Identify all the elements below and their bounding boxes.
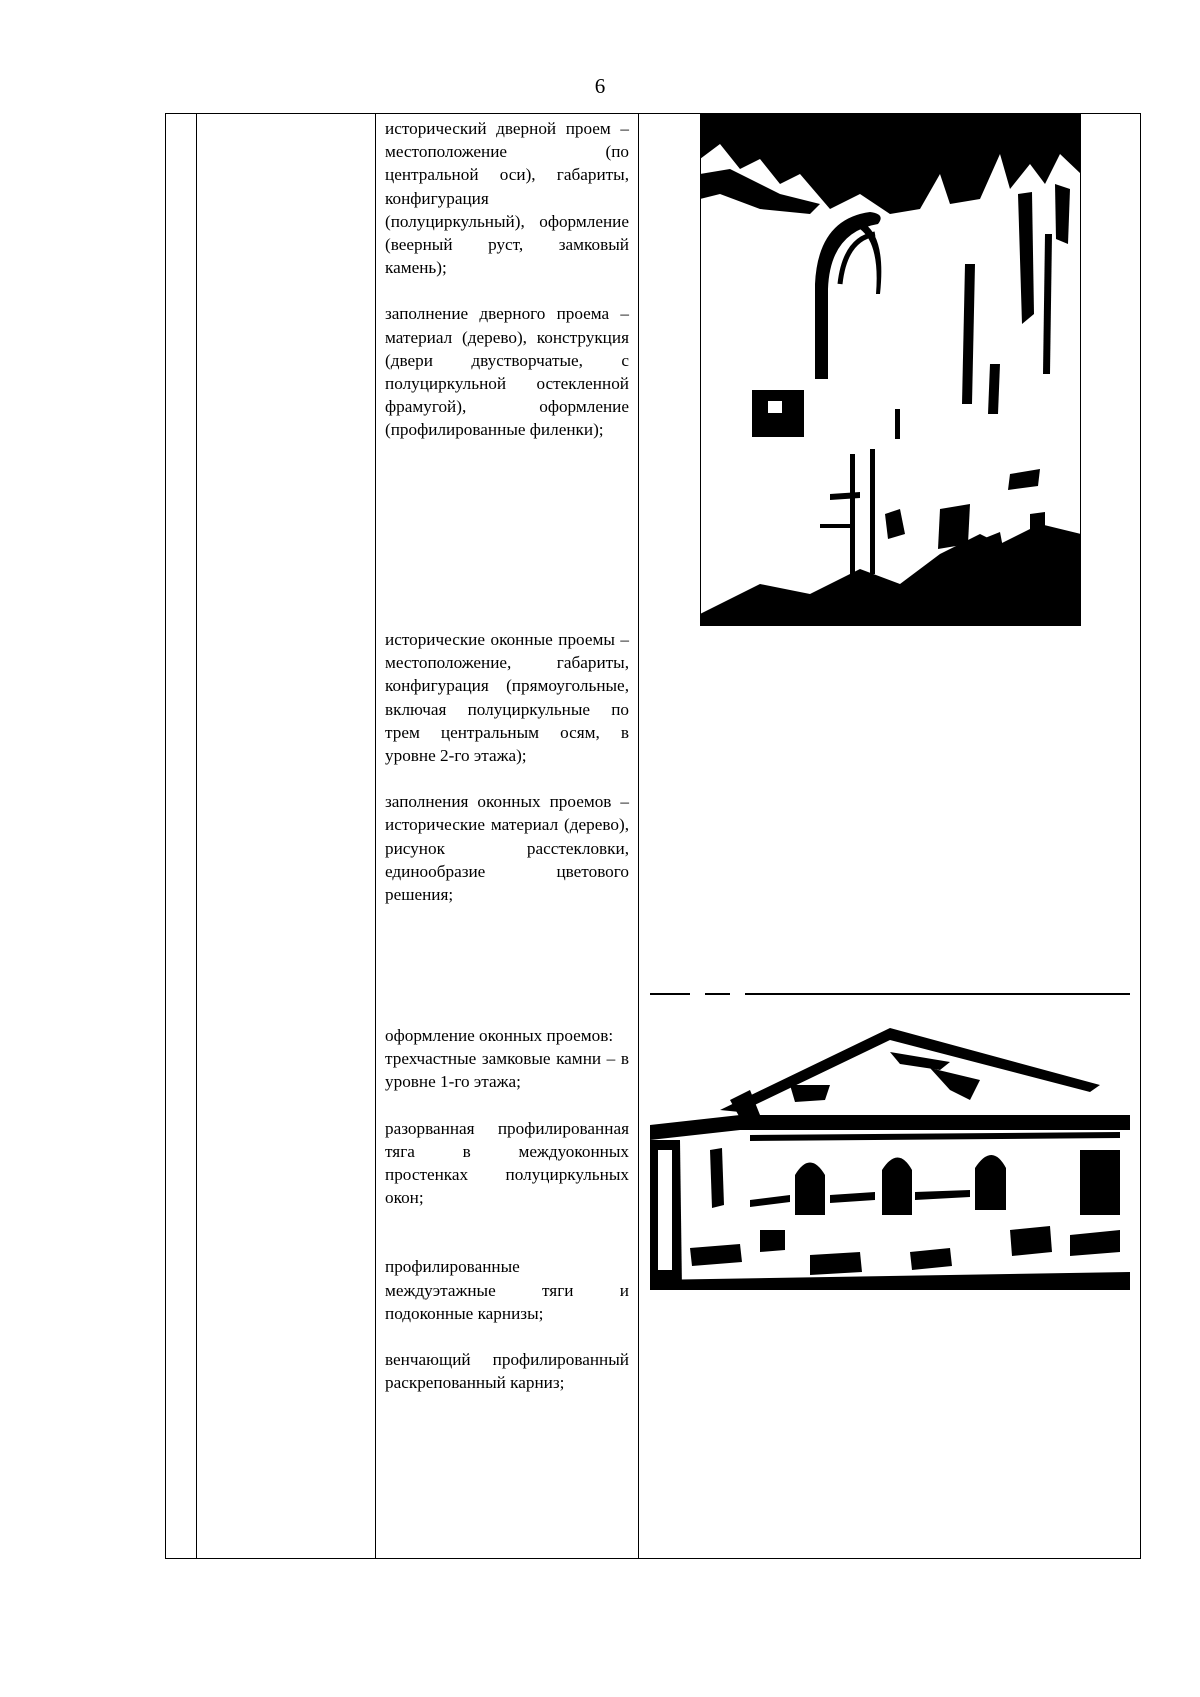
facade-pediment-photo <box>650 990 1130 1290</box>
facade-pediment-image <box>650 990 1130 1290</box>
column-divider-1 <box>196 113 197 1559</box>
paragraph-window-decoration: оформление оконных проемов: <box>385 1026 614 1045</box>
paragraph-belt-courses: профилированные междуэтажные тяги и подоконные карнизы; <box>385 1257 629 1323</box>
paragraph-broken-belt: разорванная профилированная тяга в междуоконных простенках полуциркульных окон; <box>385 1118 629 1208</box>
text-group-windows <box>385 628 629 906</box>
paragraph-door-fill: заполнение дверного проема – материал (дерево), конструкция (двери двустворчатые, с полуциркульной остекленной фрамугой), оформление (профилированные филенки); <box>385 304 629 440</box>
page-number: 6 <box>594 74 606 98</box>
paragraph-door-opening: исторический дверной проем – местоположение (по центральной оси), габариты, конфигурация (полуциркульный), оформление (веерный руст, замковый камень); <box>385 119 629 278</box>
facade-door-image <box>700 114 1081 626</box>
column-divider-2 <box>375 113 376 1559</box>
text-group-decoration <box>385 1024 629 1394</box>
paragraph-keystones: трехчастные замковые камни – в уровне 1-го этажа; <box>385 1049 629 1092</box>
facade-door-photo <box>700 114 1081 626</box>
column-divider-3 <box>638 113 639 1559</box>
paragraph-window-openings: исторические оконные проемы – местоположение, габариты, конфигурация (прямоугольные, включая полуциркульные по трем центральным осям, в уровне 2-го этажа); <box>385 630 629 766</box>
paragraph-window-fill: заполнения оконных проемов – исторические материал (дерево), рисунок расстекловки, единообразие цветового решения; <box>385 792 629 905</box>
text-group-door <box>385 117 629 442</box>
paragraph-cornice: венчающий профилированный раскрепованный карниз; <box>385 1350 629 1393</box>
